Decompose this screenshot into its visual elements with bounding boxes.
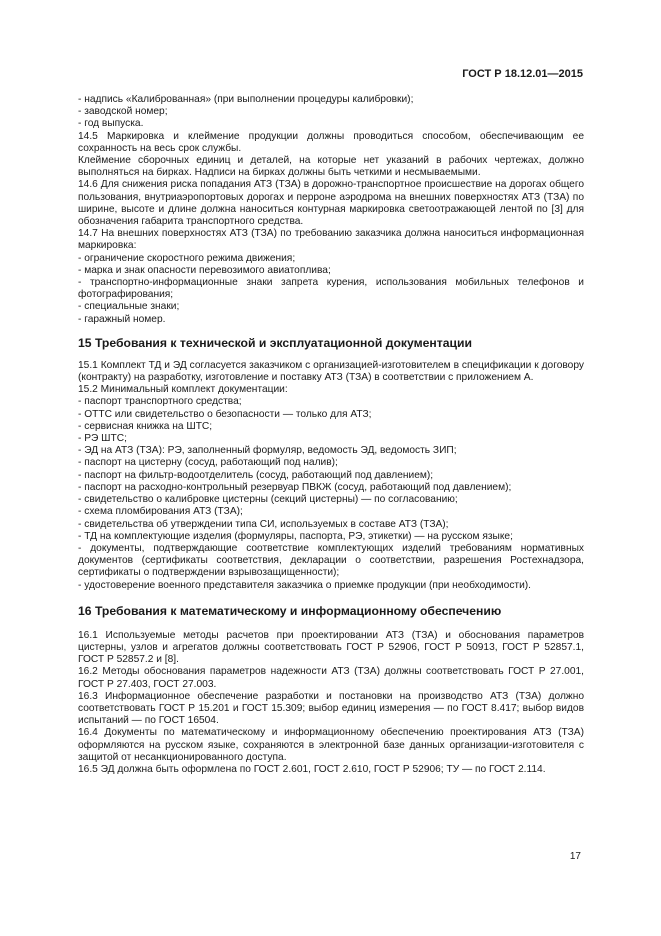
paragraph-14-7: 14.7 На внешних поверхностях АТЗ (ТЗА) по требованию заказчика должна наноситься информационная маркировка:	[78, 228, 584, 252]
document-code-header: ГОСТ Р 18.12.01—2015	[462, 68, 583, 80]
list-item: - паспорт на цистерну (сосуд, работающий под налив);	[78, 457, 338, 469]
paragraph-16-1: 16.1 Используемые методы расчетов при проектировании АТЗ (ТЗА) и обоснования параметров цистерны, узлов и агрегатов должны соответствовать ГОСТ Р 52906, ГОСТ Р 50913, ГОСТ Р 52857.1, ГОСТ Р 52857.2 и [8].	[78, 629, 584, 666]
paragraph-14-6: 14.6 Для снижения риска попадания АТЗ (ТЗА) в дорожно-транспортное происшествие на дорогах общего пользования, внутриаэропортовых дорогах и перроне аэродрома на внешних поверхностях АТЗ (ТЗА) по ширине, высоте и длине должна наноситься контурная маркировка светоотражающей лентой по [3] для обозначения габарита транспортного средства.	[78, 179, 584, 228]
section-15-heading: 15 Требования к технической и эксплуатационной документации	[78, 335, 473, 350]
list-item: - ОТТС или свидетельство о безопасности — только для АТЗ;	[78, 408, 372, 420]
list-item: - год выпуска.	[78, 118, 144, 130]
document-body	[78, 94, 584, 776]
paragraph-16-3: 16.3 Информационное обеспечение разработки и постановки на производство АТЗ (ТЗА) должно соответствовать ГОСТ Р 15.201 и ГОСТ 15.309; выбор единиц измерения — по ГОСТ 8.417; выбор видов испытаний — по ГОСТ 16504.	[78, 690, 584, 727]
list-item: - специальные знаки;	[78, 301, 180, 313]
paragraph-14-5-cont: Клеймение сборочных единиц и деталей, на которые нет указаний в рабочих чертежах, должно выполняться на бирках. Надписи на бирках должны быть четкими и несмываемыми.	[78, 155, 584, 179]
list-item: - марка и знак опасности перевозимого авиатоплива;	[78, 264, 331, 276]
list-item: - РЭ ШТС;	[78, 433, 127, 445]
list-item: - ограничение скоростного режима движения;	[78, 252, 296, 264]
list-item: - удостоверение военного представителя заказчика о приемке продукции (при необходимости).	[78, 579, 531, 591]
list-item: - транспортно-информационные знаки запрета курения, использования мобильных телефонов и фотографирования;	[78, 277, 584, 301]
list-item: - схема пломбирования АТЗ (ТЗА);	[78, 506, 243, 518]
list-item: - свидетельства об утверждении типа СИ, используемых в составе АТЗ (ТЗА);	[78, 518, 449, 530]
paragraph-16-5: 16.5 ЭД должна быть оформлена по ГОСТ 2.601, ГОСТ 2.610, ГОСТ Р 52906; ТУ — по ГОСТ 2.114.	[78, 763, 546, 775]
paragraph-16-4: 16.4 Документы по математическому и информационному обеспечению проектирования АТЗ (ТЗА) оформляются на русском языке, сохраняются в электронной базе данных организации-изготовителя с защитой от несанкционированного доступа.	[78, 727, 584, 763]
paragraph-15-2: 15.2 Минимальный комплект документации:	[78, 384, 288, 396]
list-item: - ТД на комплектующие изделия (формуляры, паспорта, РЭ, этикетки) — на русском языке;	[78, 530, 513, 542]
page-number: 17	[569, 851, 581, 862]
section-16-heading: 16 Требования к математическому и информационному обеспечению	[78, 603, 502, 618]
list-item: - гаражный номер.	[78, 313, 166, 325]
list-item: - заводской номер;	[78, 106, 168, 118]
paragraph-15-1: 15.1 Комплект ТД и ЭД согласуется заказчиком с организацией-изготовителем в спецификации к договору (контракту) на разработку, изготовление и поставку АТЗ (ТЗА) в соответствии с приложением А.	[78, 359, 584, 384]
list-item: - надпись «Калиброванная» (при выполнении процедуры калибровки);	[78, 94, 414, 105]
paragraph-16-2: 16.2 Методы обоснования параметров надежности АТЗ (ТЗА) должны соответствовать ГОСТ Р 27.001, ГОСТ Р 27.403, ГОСТ 27.003.	[78, 666, 584, 690]
list-item: - паспорт на фильтр-водоотделитель (сосуд, работающий под давлением);	[78, 469, 434, 481]
list-item: - ЭД на АТЗ (ТЗА): РЭ, заполненный формуляр, ведомость ЭД, ведомость ЗИП;	[78, 445, 457, 457]
list-item: - свидетельство о калибровке цистерны (секций цистерны) — по согласованию;	[78, 494, 458, 506]
list-item: - паспорт на расходно-контрольный резервуар ПВКЖ (сосуд, работающий под давлением);	[78, 481, 512, 493]
list-item: - документы, подтверждающие соответствие комплектующих изделий требованиям нормативных документов (сертификаты соответствия, декларации о соответствии, разрешения Ростехнадзора, сертификаты о подтверждении взрывозащищенности);	[78, 542, 584, 579]
list-item: - сервисная книжка на ШТС;	[78, 420, 213, 432]
list-item: - паспорт транспортного средства;	[78, 396, 242, 408]
paragraph-14-5: 14.5 Маркировка и клеймение продукции должны проводиться способом, обеспечивающим ее сохранность на весь срок службы.	[78, 130, 584, 154]
